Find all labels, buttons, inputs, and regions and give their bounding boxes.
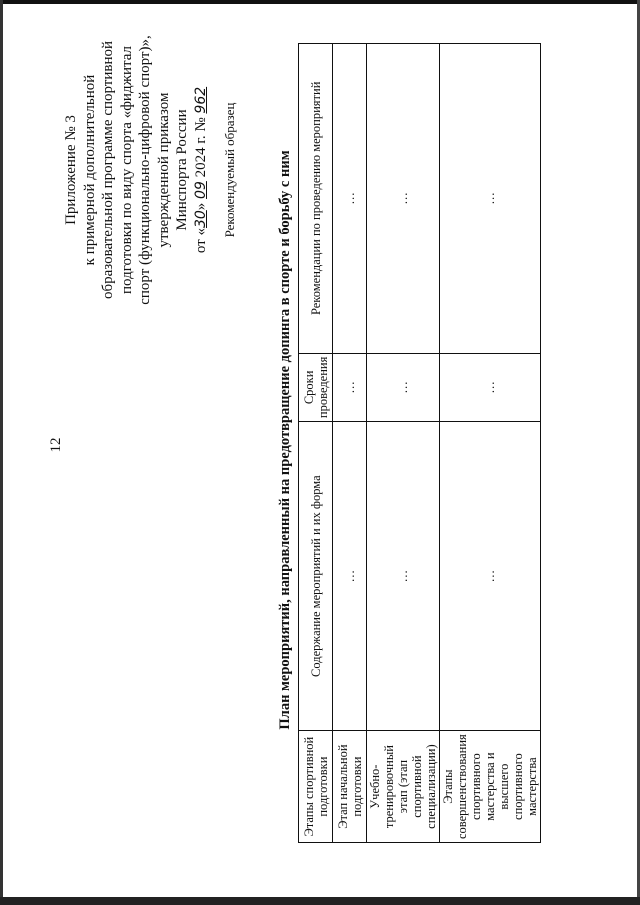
table-cell: Этапы совершенствования спортивного мастерства и высшего спортивного мастерства	[440, 731, 541, 843]
appendix-line: Минспорта России	[174, 109, 190, 231]
table-cell: Учебно-тренировочный этап (этап спортивной специализации)	[367, 731, 440, 843]
appendix-line: утвержденной приказом	[155, 92, 172, 248]
header-content: Содержание мероприятий и их форма	[299, 422, 333, 731]
date-mid: »	[192, 198, 209, 211]
order-date-line	[192, 20, 211, 320]
table-cell: …	[367, 44, 440, 354]
table-cell: …	[333, 422, 367, 731]
appendix-title: Приложение № 3	[63, 115, 79, 225]
table-cell: …	[333, 353, 367, 421]
table-cell: Этап начальной подготовки	[333, 731, 367, 843]
sample-label: Рекомендуемый образец	[222, 102, 237, 238]
header-stages: Этапы спортивной подготовки	[299, 731, 333, 843]
order-number: 962	[192, 86, 209, 114]
table-cell: …	[440, 44, 541, 354]
appendix-block	[62, 20, 210, 320]
date-prefix: от «	[192, 228, 209, 254]
table-row	[367, 44, 440, 843]
table-cell: …	[367, 353, 440, 421]
appendix-line: к примерной дополнительной	[81, 74, 98, 266]
plan-title: План мероприятий, направленный на предотвращение допинга в спорте и борьбу с ним	[277, 150, 293, 730]
table-cell: …	[333, 44, 367, 354]
appendix-line: подготовки по виду спорта «фиджитал	[118, 46, 135, 294]
appendix-line: образовательной программе спортивной	[100, 40, 116, 300]
anti-doping-plan-table	[298, 43, 541, 843]
date-day: 30	[192, 210, 209, 229]
date-month: 09	[192, 181, 209, 199]
appendix-line: спорт (функционально-цифровой спорт)»,	[137, 35, 153, 305]
page-number: 12	[48, 437, 64, 453]
table-row	[333, 44, 367, 843]
table-row	[440, 44, 541, 843]
header-timing: Сроки проведения	[299, 353, 333, 421]
header-recommendations: Рекомендации по проведению мероприятий	[299, 44, 333, 354]
table-header-row	[299, 44, 333, 843]
table-cell: …	[440, 353, 541, 421]
table-cell: …	[367, 422, 440, 731]
table-cell: …	[440, 422, 541, 731]
date-year: 2024 г. №	[192, 113, 209, 182]
